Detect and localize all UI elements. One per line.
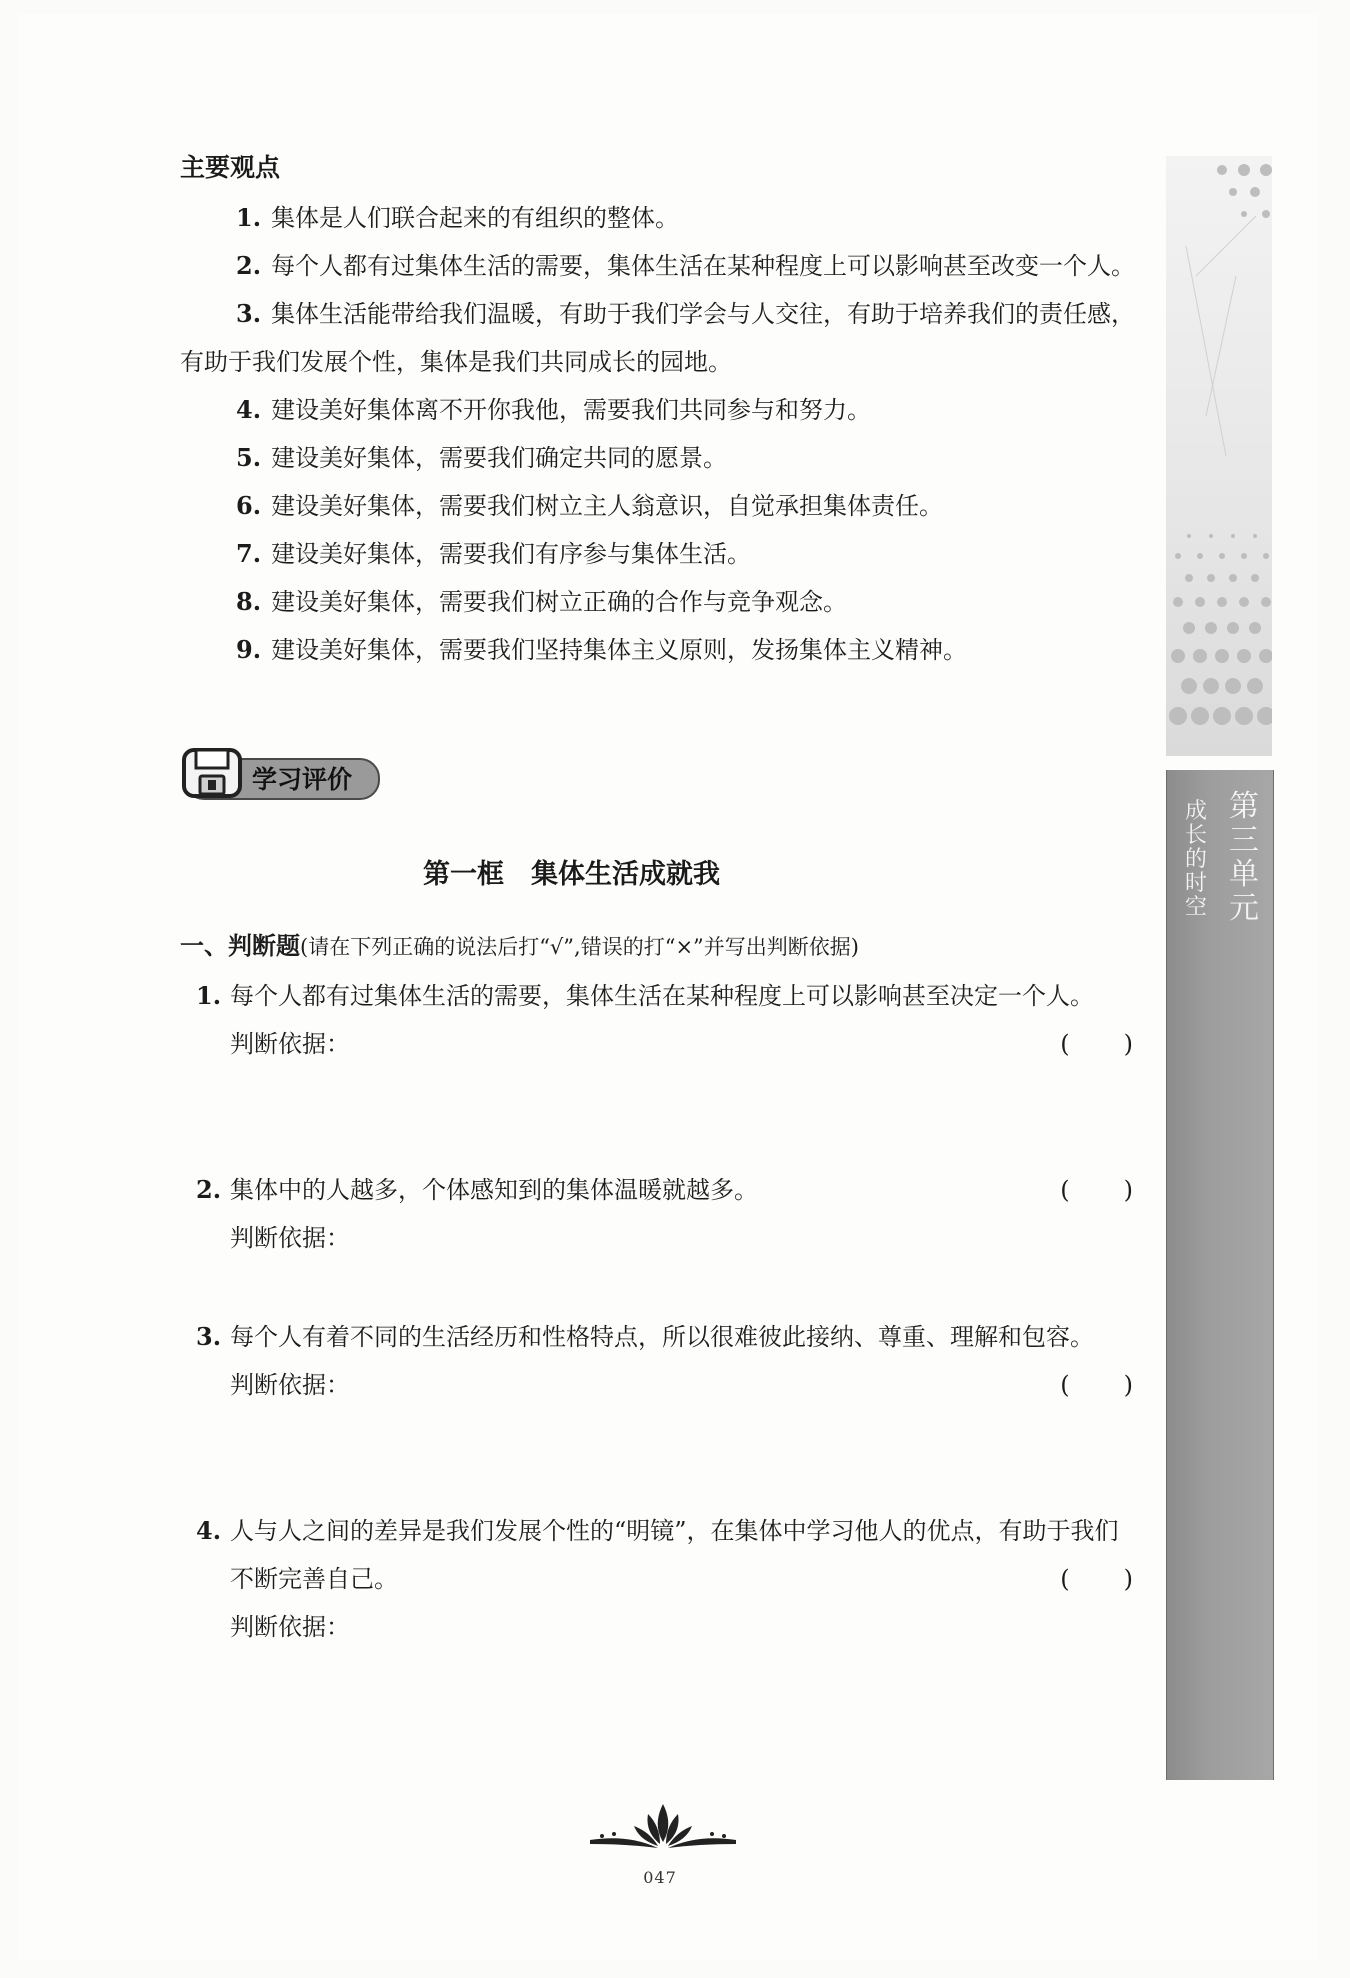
list-item: 9. 建设美好集体，需要我们坚持集体主义原则，发扬集体主义精神。: [236, 635, 968, 664]
section-heading: 主要观点: [180, 153, 281, 182]
exercise-instruction: (请在下列正确的说法后打“√”,错误的打“×”并写出判断依据): [300, 935, 859, 959]
halftone-dots-graphic: [1166, 156, 1272, 756]
question-stem: 2. 集体中的人越多，个体感知到的集体温暖就越多。: [196, 1175, 758, 1204]
unit-tab: [1166, 770, 1274, 1780]
question-stem: 1. 每个人都有过集体生活的需要，集体生活在某种程度上可以影响甚至决定一个人。: [196, 981, 1094, 1010]
unit-title: 成 长 的 时 空: [1184, 799, 1207, 920]
list-item: 1. 集体是人们联合起来的有组织的整体。: [236, 203, 680, 232]
lotus-ornament-icon: [588, 1800, 738, 1856]
question-2: [196, 1166, 1141, 1262]
answer-blank[interactable]: ( ): [1060, 1371, 1135, 1399]
question-stem: 3. 每个人有着不同的生活经历和性格特点，所以很难彼此接纳、尊重、理解和包容。: [196, 1322, 1094, 1351]
list-item: 5. 建设美好集体，需要我们确定共同的愿景。: [236, 443, 728, 472]
badge-label: 学习评价: [252, 765, 353, 794]
list-item: 4. 建设美好集体离不开你我他，需要我们共同参与和努力。: [236, 395, 872, 424]
question-4: [196, 1507, 1141, 1651]
list-item: 7. 建设美好集体，需要我们有序参与集体生活。: [236, 539, 752, 568]
basis-label[interactable]: 判断依据：: [230, 1613, 350, 1641]
basis-label[interactable]: 判断依据：: [230, 1371, 350, 1399]
list-item: 3. 集体生活能带给我们温暖，有助于我们学会与人交往，有助于培养我们的责任感，有助于我们发展个性，集体是我们共同成长的园地。: [180, 299, 1136, 376]
answer-blank[interactable]: ( ): [1060, 1176, 1135, 1204]
floppy-disk-icon: [180, 748, 246, 800]
halftone-pattern: [1166, 156, 1272, 756]
list-item: 2. 每个人都有过集体生活的需要，集体生活在某种程度上可以影响甚至改变一个人。: [236, 251, 1136, 280]
answer-blank[interactable]: ( ): [1060, 1565, 1135, 1593]
exercise-heading: 一、判断题: [180, 932, 300, 960]
list-item: 8. 建设美好集体，需要我们树立正确的合作与竞争观念。: [236, 587, 848, 616]
study-evaluation-badge: [180, 748, 378, 800]
frame-title: 第一框 集体生活成就我: [423, 859, 720, 890]
question-1: [196, 972, 1141, 1068]
exercise-header: [180, 926, 859, 961]
question-3: [196, 1313, 1141, 1409]
basis-label[interactable]: 判断依据：: [230, 1224, 350, 1252]
answer-blank[interactable]: ( ): [1060, 1030, 1135, 1058]
main-points-list: [180, 194, 1140, 674]
unit-number: 第 三 单 元: [1229, 789, 1259, 926]
question-stem: 4. 人与人之间的差异是我们发展个性的“明镜”，在集体中学习他人的优点，有助于我们不断完善自己。: [196, 1516, 1119, 1593]
page-number: 047: [643, 1868, 677, 1887]
list-item: 6. 建设美好集体，需要我们树立主人翁意识，自觉承担集体责任。: [236, 491, 944, 520]
basis-label[interactable]: 判断依据：: [230, 1030, 350, 1058]
